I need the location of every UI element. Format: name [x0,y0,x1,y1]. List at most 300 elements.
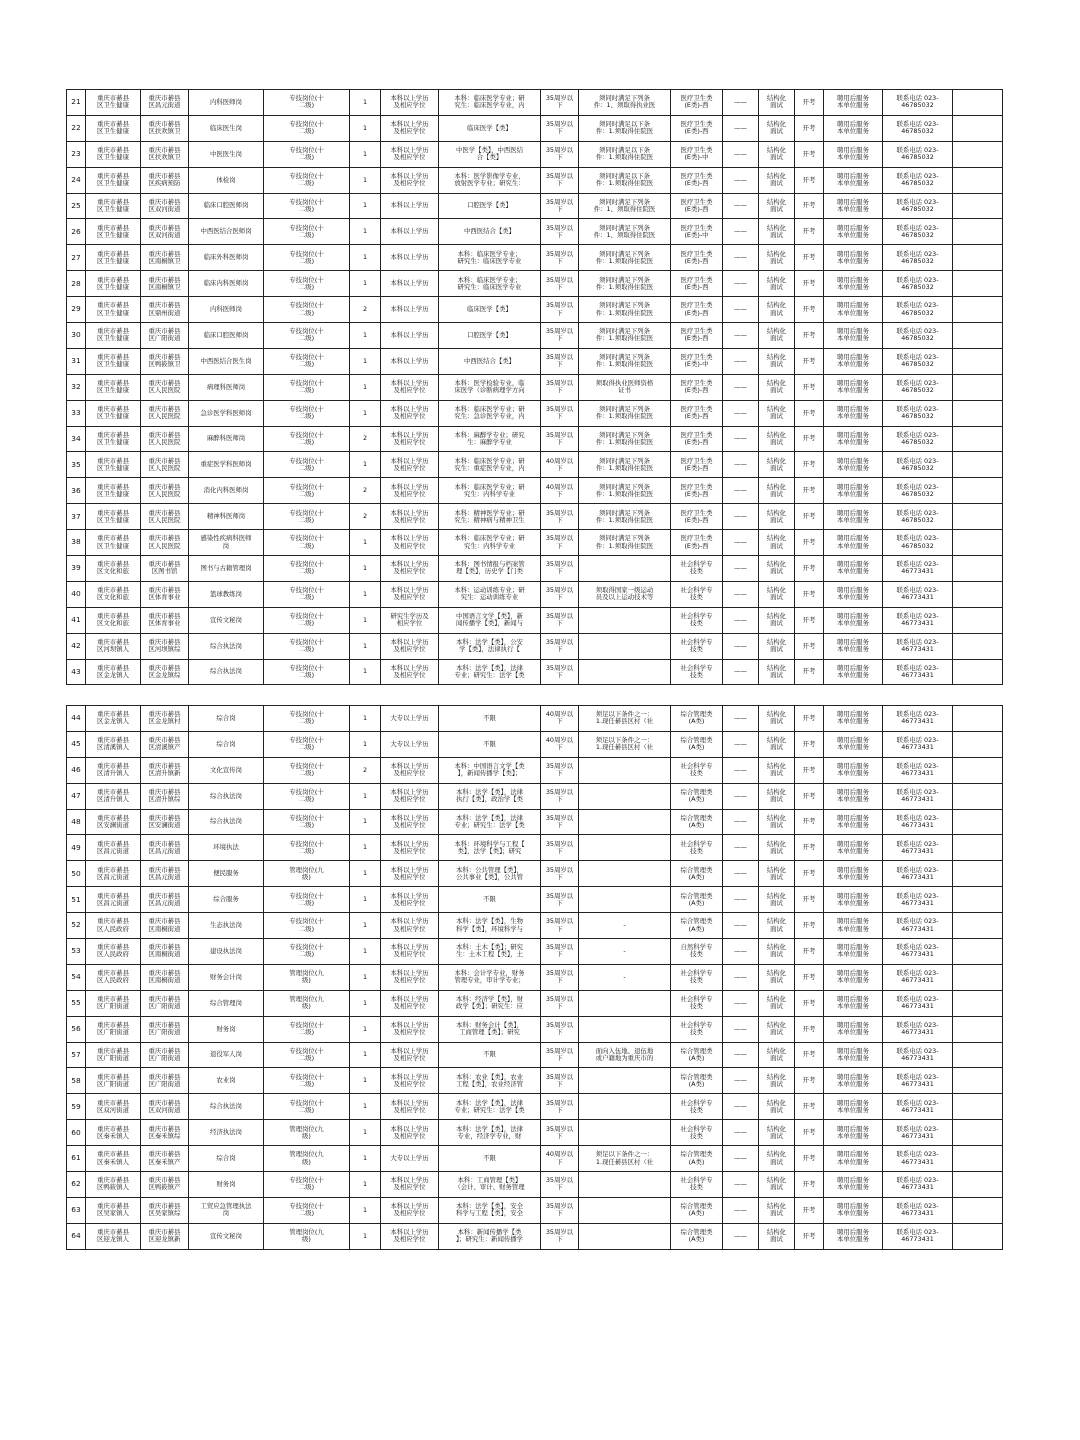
hiring-count-cell: 1 [350,659,381,685]
education-cell: 本科以上学历 及相应学位 [381,400,439,426]
ratio-cell: —— [723,245,759,271]
position-name-cell: 麻醉科医师岗 [189,426,264,452]
row-number-cell: 53 [67,939,86,965]
major-requirement-cell: 本科：医学检验专业，临 床医学（诊断病理学方向 [439,374,541,400]
hiring-count-cell: 1 [350,374,381,400]
service-note-cell: 聘用后服务 本单位服务 [824,167,883,193]
row-number-cell: 55 [67,990,86,1016]
other-requirements-cell: - [579,939,671,965]
hiring-count-cell: 1 [350,633,381,659]
recruiting-authority-cell: 重庆市綦县 区清升镇人 [86,783,141,809]
ratio-cell: —— [723,659,759,685]
hiring-count-cell: 1 [350,783,381,809]
major-requirement-cell: 本科：公共管理【类】， 公共事业【类】，公共管 [439,861,541,887]
position-category-cell: 专技岗位(十 二级) [264,167,350,193]
exam-category-cell: 医疗卫生类 (E类)-西 [671,323,723,349]
age-limit-cell: 35周岁以 下 [541,633,579,659]
contact-phone-cell: 联系电话 023- 46773431 [883,1172,953,1198]
other-requirements-cell [579,757,671,783]
row-number-cell: 31 [67,348,86,374]
education-cell: 本科以上学历 及相应学位 [381,478,439,504]
remarks-cell [953,633,1003,659]
interview-method-cell: 结构化 面试 [759,809,795,835]
major-requirement-cell: 本科：会计学专业，财务 管理专业，审计学专业； [439,964,541,990]
recruiting-unit-cell: 重庆市綦县 区扶欢镇卫 [141,115,189,141]
exam-status-cell: 开考 [795,323,824,349]
hiring-count-cell: 1 [350,1120,381,1146]
exam-category-cell: 医疗卫生类 (E类)-中 [671,348,723,374]
major-requirement-cell: 本科：图书情报与档案管 理【类】，历史学【门类 [439,556,541,582]
exam-category-cell: 综合管理类 (A类) [671,861,723,887]
ratio-cell: —— [723,887,759,913]
age-limit-cell: 35周岁以 下 [541,167,579,193]
other-requirements-cell [579,556,671,582]
recruiting-authority-cell: 重庆市綦县 区昌元街道 [86,887,141,913]
education-cell: 本科以上学历 及相应学位 [381,1016,439,1042]
table-row [67,297,1003,323]
hiring-count-cell: 1 [350,115,381,141]
hiring-count-cell: 1 [350,706,381,732]
remarks-cell [953,731,1003,757]
recruiting-authority-cell: 重庆市綦县 区卫生健康 [86,90,141,116]
recruiting-authority-cell: 重庆市綦县 区广阳街道 [86,1068,141,1094]
contact-phone-cell: 联系电话 023- 46773431 [883,581,953,607]
ratio-cell: —— [723,348,759,374]
service-note-cell: 聘用后服务 本单位服务 [824,1094,883,1120]
education-cell: 本科以上学历 及相应学位 [381,1120,439,1146]
other-requirements-cell: 须足以下条件之一： 1.现任綦县区村（社 [579,706,671,732]
recruiting-authority-cell: 重庆市綦县 区广阳街道 [86,1042,141,1068]
education-cell: 本科以上学历 及相应学位 [381,1223,439,1249]
age-limit-cell: 35周岁以 下 [541,607,579,633]
exam-category-cell: 医疗卫生类 (E类)-西 [671,452,723,478]
ratio-cell: —— [723,581,759,607]
recruiting-authority-cell: 重庆市綦县 区人民政府 [86,913,141,939]
contact-phone-cell: 联系电话 023- 46773431 [883,556,953,582]
other-requirements-cell: - [579,964,671,990]
hiring-count-cell: 1 [350,1042,381,1068]
interview-method-cell: 结构化 面试 [759,530,795,556]
recruiting-authority-cell: 重庆市綦县 区秦禾镇人 [86,1120,141,1146]
recruiting-authority-cell: 重庆市綦县 区昌元街道 [86,835,141,861]
age-limit-cell: 35周岁以 下 [541,757,579,783]
hiring-count-cell: 1 [350,1094,381,1120]
education-cell: 本科以上学历 [381,297,439,323]
remarks-cell [953,1120,1003,1146]
hiring-count-cell: 1 [350,835,381,861]
ratio-cell: —— [723,1094,759,1120]
position-name-cell: 中医医生岗 [189,141,264,167]
recruiting-authority-cell: 重庆市綦县 区金龙镇人 [86,659,141,685]
recruiting-authority-cell: 重庆市綦县 区卫生健康 [86,374,141,400]
education-cell: 本科以上学历 及相应学位 [381,1068,439,1094]
other-requirements-cell: 须同时满足下列条 件：1.须取得住院医 [579,348,671,374]
contact-phone-cell: 联系电话 023- 46773431 [883,861,953,887]
exam-category-cell: 社会科学专 技类 [671,607,723,633]
interview-method-cell: 结构化 面试 [759,1172,795,1198]
exam-category-cell: 社会科学专 技类 [671,633,723,659]
table-row [67,990,1003,1016]
other-requirements-cell [579,1016,671,1042]
ratio-cell: —— [723,452,759,478]
exam-category-cell: 医疗卫生类 (E类)-西 [671,90,723,116]
exam-category-cell: 综合管理类 (A类) [671,731,723,757]
row-number-cell: 52 [67,913,86,939]
contact-phone-cell: 联系电话 023- 46773431 [883,964,953,990]
exam-category-cell: 医疗卫生类 (E类)-西 [671,374,723,400]
recruiting-unit-cell: 重庆市綦县 区双河街道 [141,193,189,219]
table-row [67,452,1003,478]
position-category-cell: 专技岗位(十 二级) [264,219,350,245]
age-limit-cell: 35周岁以 下 [541,271,579,297]
hiring-count-cell: 2 [350,297,381,323]
service-note-cell: 聘用后服务 本单位服务 [824,297,883,323]
service-note-cell: 聘用后服务 本单位服务 [824,581,883,607]
contact-phone-cell: 联系电话 023- 46773431 [883,1146,953,1172]
education-cell: 本科以上学历 及相应学位 [381,835,439,861]
row-number-cell: 22 [67,115,86,141]
service-note-cell: 聘用后服务 本单位服务 [824,783,883,809]
recruiting-unit-cell: 重庆市綦县 区南桐街道 [141,939,189,965]
age-limit-cell: 35周岁以 下 [541,193,579,219]
position-name-cell: 病理科医师岗 [189,374,264,400]
service-note-cell: 聘用后服务 本单位服务 [824,193,883,219]
age-limit-cell: 35周岁以 下 [541,835,579,861]
exam-status-cell: 开考 [795,245,824,271]
service-note-cell: 聘用后服务 本单位服务 [824,478,883,504]
education-cell: 本科以上学历 及相应学位 [381,426,439,452]
education-cell: 本科以上学历 及相应学位 [381,581,439,607]
exam-status-cell: 开考 [795,426,824,452]
table-row [67,1068,1003,1094]
position-category-cell: 专技岗位(十 二级) [264,633,350,659]
age-limit-cell: 35周岁以 下 [541,556,579,582]
other-requirements-cell: 须同时满足下列条 件：1.须取得住院医 [579,478,671,504]
position-name-cell: 财务岗 [189,1172,264,1198]
hiring-count-cell: 1 [350,323,381,349]
position-category-cell: 专技岗位(十 二级) [264,426,350,452]
service-note-cell: 聘用后服务 本单位服务 [824,348,883,374]
age-limit-cell: 35周岁以 下 [541,115,579,141]
position-name-cell: 综合服务 [189,887,264,913]
interview-method-cell: 结构化 面试 [759,757,795,783]
age-limit-cell: 35周岁以 下 [541,400,579,426]
remarks-cell [953,90,1003,116]
recruiting-authority-cell: 重庆市綦县 区卫生健康 [86,426,141,452]
table-row [67,530,1003,556]
table-row [67,757,1003,783]
ratio-cell: —— [723,1016,759,1042]
exam-status-cell: 开考 [795,530,824,556]
remarks-cell [953,141,1003,167]
row-number-cell: 35 [67,452,86,478]
table-row [67,90,1003,116]
exam-status-cell: 开考 [795,581,824,607]
position-category-cell: 专技岗位(十 二级) [264,1197,350,1223]
service-note-cell: 聘用后服务 本单位服务 [824,913,883,939]
recruiting-authority-cell: 重庆市綦县 区卫生健康 [86,478,141,504]
age-limit-cell: 35周岁以 下 [541,990,579,1016]
position-name-cell: 内科医师岗 [189,90,264,116]
recruiting-unit-cell: 重庆市綦县 区南桐街道 [141,913,189,939]
position-name-cell: 综合岗 [189,706,264,732]
position-name-cell: 中西医结合医师岗 [189,219,264,245]
hiring-count-cell: 1 [350,556,381,582]
other-requirements-cell [579,783,671,809]
table-row [67,783,1003,809]
position-name-cell: 生态执法岗 [189,913,264,939]
position-name-cell: 消化内科医师岗 [189,478,264,504]
exam-status-cell: 开考 [795,504,824,530]
education-cell: 本科以上学历 及相应学位 [381,757,439,783]
recruiting-authority-cell: 重庆市綦县 区广阳街道 [86,990,141,1016]
contact-phone-cell: 联系电话 023- 46785032 [883,530,953,556]
interview-method-cell: 结构化 面试 [759,581,795,607]
position-name-cell: 临床外科医师岗 [189,245,264,271]
contact-phone-cell: 联系电话 023- 46773431 [883,1068,953,1094]
ratio-cell: —— [723,783,759,809]
row-number-cell: 37 [67,504,86,530]
exam-category-cell: 综合管理类 (A类) [671,706,723,732]
ratio-cell: —— [723,1172,759,1198]
recruiting-unit-cell: 重庆市綦县 区迎龙镇新 [141,1223,189,1249]
position-name-cell: 农业岗 [189,1068,264,1094]
recruiting-authority-cell: 重庆市綦县 区人民政府 [86,939,141,965]
recruiting-unit-cell: 重庆市綦县 区广阳街道 [141,1016,189,1042]
service-note-cell: 聘用后服务 本单位服务 [824,90,883,116]
remarks-cell [953,426,1003,452]
recruiting-authority-cell: 重庆市綦县 区迎龙镇人 [86,1223,141,1249]
service-note-cell: 聘用后服务 本单位服务 [824,452,883,478]
row-number-cell: 48 [67,809,86,835]
exam-category-cell: 医疗卫生类 (E类)-西 [671,400,723,426]
recruiting-authority-cell: 重庆市綦县 区清溪镇人 [86,731,141,757]
hiring-count-cell: 1 [350,861,381,887]
remarks-cell [953,193,1003,219]
hiring-count-cell: 1 [350,1223,381,1249]
position-category-cell: 专技岗位(十 二级) [264,939,350,965]
hiring-count-cell: 1 [350,193,381,219]
contact-phone-cell: 联系电话 023- 46773431 [883,1042,953,1068]
recruiting-unit-cell: 重庆市綦县 区扶欢镇卫 [141,141,189,167]
major-requirement-cell: 本科：麻醉学专业；研究 生：麻醉学专业 [439,426,541,452]
recruiting-unit-cell: 重庆市綦县 区秦禾镇产 [141,1146,189,1172]
contact-phone-cell: 联系电话 023- 46785032 [883,323,953,349]
major-requirement-cell: 本科：临床医学专业；研 究生：重症医学专业，内 [439,452,541,478]
education-cell: 本科以上学历 及相应学位 [381,504,439,530]
major-requirement-cell: 中国语言文学【类】，新 闻传播学【类】，新闻与 [439,607,541,633]
position-category-cell: 管理岗位(九 级) [264,861,350,887]
exam-status-cell: 开考 [795,556,824,582]
interview-method-cell: 结构化 面试 [759,1223,795,1249]
row-number-cell: 29 [67,297,86,323]
recruiting-unit-cell: 重庆市綦县 区人民医院 [141,374,189,400]
row-number-cell: 60 [67,1120,86,1146]
education-cell: 本科以上学历 及相应学位 [381,115,439,141]
remarks-cell [953,607,1003,633]
exam-category-cell: 自然科学专 技类 [671,939,723,965]
ratio-cell: —— [723,115,759,141]
hiring-count-cell: 1 [350,887,381,913]
recruiting-authority-cell: 重庆市綦县 区卫生健康 [86,297,141,323]
service-note-cell: 聘用后服务 本单位服务 [824,757,883,783]
hiring-count-cell: 1 [350,913,381,939]
row-number-cell: 45 [67,731,86,757]
position-category-cell: 专技岗位(十 二级) [264,809,350,835]
recruiting-authority-cell: 重庆市綦县 区卫生健康 [86,452,141,478]
table-body-part-2 [67,706,1003,1250]
exam-category-cell: 医疗卫生类 (E类)-西 [671,271,723,297]
position-name-cell: 感染性疾病科医师 岗 [189,530,264,556]
table-body-part-1 [67,90,1003,685]
position-category-cell: 专技岗位(十 二级) [264,887,350,913]
exam-category-cell: 社会科学专 技类 [671,990,723,1016]
row-number-cell: 46 [67,757,86,783]
remarks-cell [953,1068,1003,1094]
table-row [67,1016,1003,1042]
education-cell: 本科以上学历 [381,323,439,349]
contact-phone-cell: 联系电话 023- 46785032 [883,297,953,323]
hiring-count-cell: 1 [350,731,381,757]
contact-phone-cell: 联系电话 023- 46773431 [883,1197,953,1223]
ratio-cell: —— [723,374,759,400]
position-category-cell: 专技岗位(十 二级) [264,504,350,530]
exam-status-cell: 开考 [795,887,824,913]
table-row [67,400,1003,426]
education-cell: 本科以上学历 [381,193,439,219]
ratio-cell: —— [723,478,759,504]
age-limit-cell: 35周岁以 下 [541,297,579,323]
exam-category-cell: 综合管理类 (A类) [671,1223,723,1249]
interview-method-cell: 结构化 面试 [759,1068,795,1094]
education-cell: 本科以上学历 及相应学位 [381,783,439,809]
contact-phone-cell: 联系电话 023- 46773431 [883,913,953,939]
ratio-cell: —— [723,913,759,939]
ratio-cell: —— [723,1197,759,1223]
hiring-count-cell: 1 [350,990,381,1016]
other-requirements-cell: 须取得国家一级运动 员及以上运动技术等 [579,581,671,607]
contact-phone-cell: 联系电话 023- 46773431 [883,706,953,732]
exam-category-cell: 医疗卫生类 (E类)-西 [671,245,723,271]
major-requirement-cell: 口腔医学【类】 [439,193,541,219]
remarks-cell [953,964,1003,990]
education-cell: 本科以上学历 及相应学位 [381,861,439,887]
position-category-cell: 专技岗位(十 二级) [264,1094,350,1120]
recruiting-unit-cell: 重庆市綦县 区人民医院 [141,478,189,504]
education-cell: 本科以上学历 [381,271,439,297]
hiring-count-cell: 2 [350,757,381,783]
position-category-cell: 专技岗位(十 二级) [264,193,350,219]
ratio-cell: —— [723,1223,759,1249]
recruiting-authority-cell: 重庆市綦县 区卫生健康 [86,348,141,374]
other-requirements-cell [579,809,671,835]
recruiting-unit-cell: 重庆市綦县 区清升镇新 [141,757,189,783]
age-limit-cell: 35周岁以 下 [541,504,579,530]
recruiting-authority-cell: 重庆市綦县 区河坝镇人 [86,633,141,659]
remarks-cell [953,1197,1003,1223]
other-requirements-cell: 须取得执业医师资格 证书 [579,374,671,400]
service-note-cell: 聘用后服务 本单位服务 [824,1197,883,1223]
service-note-cell: 聘用后服务 本单位服务 [824,731,883,757]
table-row [67,659,1003,685]
ratio-cell: —— [723,556,759,582]
exam-category-cell: 医疗卫生类 (E类)-西 [671,167,723,193]
table-row [67,219,1003,245]
row-number-cell: 51 [67,887,86,913]
position-category-cell: 专技岗位(十 二级) [264,400,350,426]
ratio-cell: —— [723,530,759,556]
remarks-cell [953,861,1003,887]
recruiting-unit-cell: 重庆市綦县 区金龙镇村 [141,706,189,732]
remarks-cell [953,913,1003,939]
ratio-cell: —— [723,400,759,426]
exam-category-cell: 社会科学专 技类 [671,659,723,685]
exam-status-cell: 开考 [795,141,824,167]
row-number-cell: 33 [67,400,86,426]
recruiting-unit-cell: 重庆市綦县 区昌元街道 [141,835,189,861]
other-requirements-cell: 须同时满足下列条 件：1.须取得住院医 [579,504,671,530]
recruitment-table-part-2 [66,705,1003,1250]
hiring-count-cell: 1 [350,1197,381,1223]
major-requirement-cell: 本科：医学影像学专业， 放射医学专业；研究生： [439,167,541,193]
interview-method-cell: 结构化 面试 [759,245,795,271]
service-note-cell: 聘用后服务 本单位服务 [824,659,883,685]
exam-category-cell: 社会科学专 技类 [671,556,723,582]
education-cell: 本科以上学历 及相应学位 [381,964,439,990]
table-row [67,1172,1003,1198]
recruiting-unit-cell: 重庆市綦县 区鸭筱镇卫 [141,348,189,374]
remarks-cell [953,1172,1003,1198]
exam-status-cell: 开考 [795,452,824,478]
table-row [67,1042,1003,1068]
service-note-cell: 聘用后服务 本单位服务 [824,1172,883,1198]
major-requirement-cell: 本科：经济学【类】，财 政学【类】；研究生：应 [439,990,541,1016]
major-requirement-cell: 本科：法学【类】，安全 科学与工程【类】，安全 [439,1197,541,1223]
position-category-cell: 管理岗位(九 级) [264,964,350,990]
recruiting-unit-cell: 重庆市綦县 区广阳街道 [141,1042,189,1068]
remarks-cell [953,348,1003,374]
recruiting-unit-cell: 重庆市綦县 区人民医院 [141,530,189,556]
exam-status-cell: 开考 [795,633,824,659]
major-requirement-cell: 本科：法学【类】，公安 学【类】，法律执行【 [439,633,541,659]
interview-method-cell: 结构化 面试 [759,193,795,219]
exam-status-cell: 开考 [795,706,824,732]
contact-phone-cell: 联系电话 023- 46785032 [883,348,953,374]
position-name-cell: 宣传文秘岗 [189,607,264,633]
recruiting-authority-cell: 重庆市綦县 区广阳街道 [86,1016,141,1042]
interview-method-cell: 结构化 面试 [759,478,795,504]
hiring-count-cell: 1 [350,809,381,835]
table-row [67,1146,1003,1172]
exam-category-cell: 医疗卫生类 (E类)-西 [671,478,723,504]
exam-category-cell: 综合管理类 (A类) [671,1197,723,1223]
position-name-cell: 中西医结合医生岗 [189,348,264,374]
position-name-cell: 临床医生岗 [189,115,264,141]
row-number-cell: 49 [67,835,86,861]
exam-category-cell: 综合管理类 (A类) [671,783,723,809]
interview-method-cell: 结构化 面试 [759,1120,795,1146]
recruiting-authority-cell: 重庆市綦县 区秦禾镇人 [86,1146,141,1172]
table-row [67,607,1003,633]
hiring-count-cell: 1 [350,1172,381,1198]
position-category-cell: 专技岗位(十 二级) [264,90,350,116]
contact-phone-cell: 联系电话 023- 46773431 [883,757,953,783]
row-number-cell: 41 [67,607,86,633]
exam-status-cell: 开考 [795,478,824,504]
position-name-cell: 篮球教练岗 [189,581,264,607]
interview-method-cell: 结构化 面试 [759,835,795,861]
contact-phone-cell: 联系电话 023- 46785032 [883,245,953,271]
